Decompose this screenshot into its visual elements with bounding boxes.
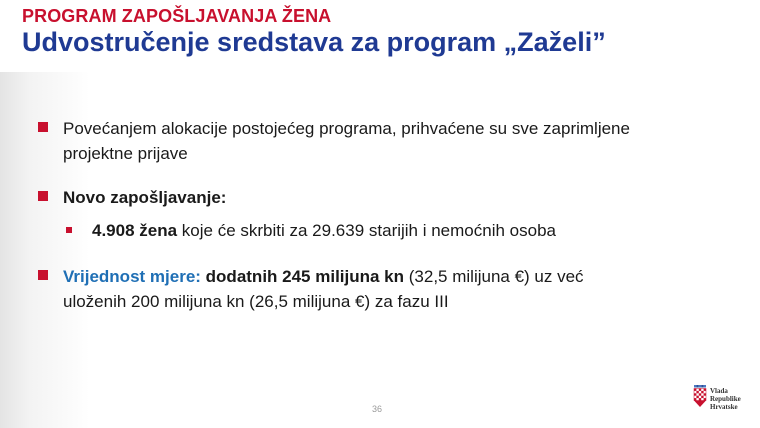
page-number: 36 bbox=[372, 404, 383, 414]
bullet-1-line-1: Povećanjem alokacije postojećeg programa, prihvaćene su sve zaprimljene bbox=[63, 119, 630, 138]
bullet-3-label: Vrijednost mjere: bbox=[63, 267, 201, 286]
slide-kicker: PROGRAM ZAPOŠLJAVANJA ŽENA bbox=[22, 6, 332, 26]
subbullet-rest: koje će skrbiti za 29.639 starijih i nemoćnih osoba bbox=[177, 221, 556, 240]
slide-title: Udvostručenje sredstava za program „Zaželi” bbox=[22, 27, 606, 57]
logo-wordmark bbox=[710, 387, 741, 411]
logo-line-2: Republike bbox=[710, 395, 741, 403]
logo-line-3: Hrvatske bbox=[710, 403, 738, 411]
logo-line-1: Vlada bbox=[710, 387, 728, 395]
subbullet-line bbox=[92, 218, 556, 243]
bullet-marker bbox=[38, 270, 48, 280]
bullet-1-line-2: projektne prijave bbox=[63, 144, 188, 163]
bullet-3-line-2: uloženih 200 milijuna kn (26,5 milijuna €) za fazu III bbox=[63, 292, 449, 311]
subbullet-bold: 4.908 žena bbox=[92, 221, 178, 240]
bullet-3-rest: (32,5 milijuna €) uz već bbox=[404, 267, 584, 286]
bullet-marker bbox=[38, 122, 48, 132]
header bbox=[0, 0, 760, 72]
bullet-marker bbox=[38, 191, 48, 201]
croatian-coat-of-arms-icon bbox=[693, 385, 707, 409]
subbullet-marker bbox=[66, 227, 72, 233]
bullet-3-bold: dodatnih 245 milijuna kn bbox=[200, 267, 405, 286]
bullet-3-line-1 bbox=[63, 264, 584, 289]
bullet-2-title: Novo zapošljavanje: bbox=[63, 188, 227, 207]
